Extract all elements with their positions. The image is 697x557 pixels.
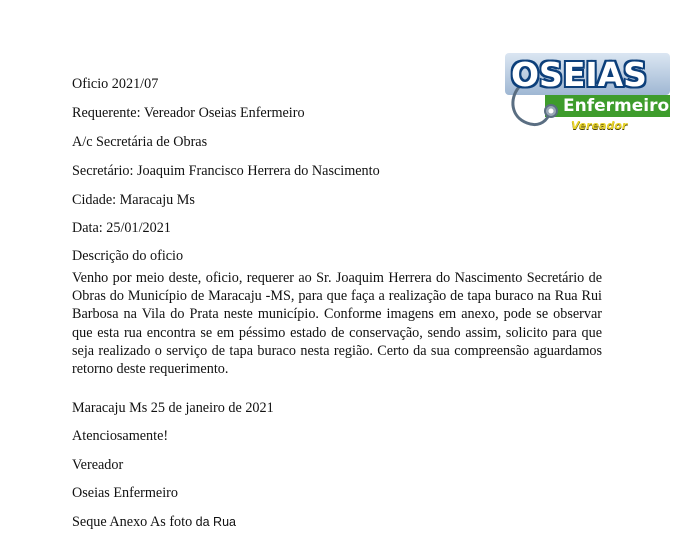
annex-text: Seque Anexo As foto [72,514,193,530]
regards-line: Atenciosamente! [72,428,169,444]
logo-subtitle: Enfermeiro [563,96,670,116]
cidade-line: Cidade: Maracaju Ms [72,192,195,208]
description-title: Descrição do oficio [72,248,184,264]
annex-line [72,514,236,530]
secretario-line: Secretário: Joaquim Francisco Herrera do Nascimento [72,163,380,179]
place-date-line: Maracaju Ms 25 de janeiro de 2021 [72,400,274,416]
oficio-number: Oficio 2021/07 [72,76,159,92]
role-line: Vereador [72,457,124,473]
date-line: Data: 25/01/2021 [72,220,171,236]
signer-name: Oseias Enfermeiro [72,485,178,501]
logo-tag: Vereador [571,119,628,132]
ac-line: A/c Secretária de Obras [72,134,208,150]
requerente-line: Requerente: Vereador Oseias Enfermeiro [72,105,305,121]
body-paragraph: Venho por meio deste, oficio, requerer ao Sr. Joaquim Herrera do Nascimento Secretário de Obras do Município de Maracaju -MS, para que faça a realização de tapa buraco na Rua Rui Barbosa na Vila do Prata neste município. Conforme imagens em anexo, pode se observar que esta rua encontra se em péssimo estado de conservação, sendo assim, solicito para que seja realizado o serviço de tapa buraco nesta região. Certo da sua compreensão aguardamos retorno deste requerimento. [72,270,602,378]
logo-name: OSEIAS [511,55,647,94]
annex-text-tail: da Rua [192,515,236,529]
campaign-logo [505,53,670,135]
